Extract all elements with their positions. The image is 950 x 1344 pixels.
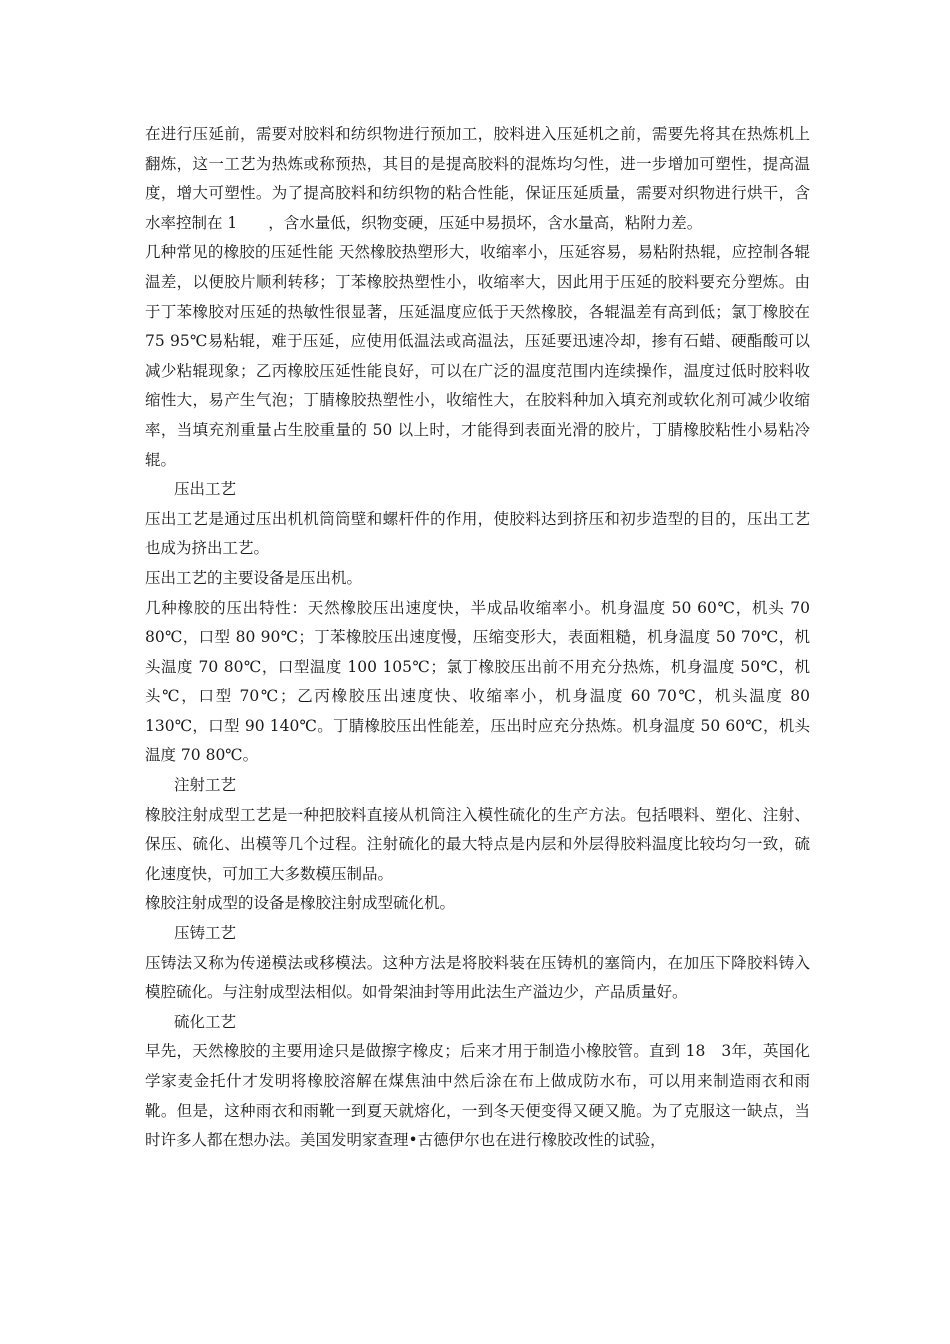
paragraph-calendering-properties: 几种常见的橡胶的压延性能 天然橡胶热塑形大，收缩率小，压延容易，易粘附热辊，应控制各辊温差，以便胶片顺利转移；丁苯橡胶热塑性小，收缩率大，因此用于压延的胶料要充分塑炼。由于丁苯橡胶对压延的热敏性很显著，压延温度应低于天然橡胶，各辊温差有高到低；氯丁橡胶在 75 95℃易粘辊，难于压延，应使用低温法或高温法，压延要迅速冷却，掺有石蜡、硬酯酸可以减少粘辊现象；乙丙橡胶压延性能良好，可以在广泛的温度范围内连续操作，温度过低时胶料收缩性大，易产生气泡；丁腈橡胶热塑性小，收缩性大，在胶料种加入填充剂或软化剂可减少收缩率，当填充剂重量占生胶重量的 50 以上时，才能得到表面光滑的胶片，丁腈橡胶粘性小易粘冷辊。 <box>145 243 810 469</box>
heading-extrusion: 压出工艺 <box>174 480 237 499</box>
paragraph-vulcanization-history: 早先，天然橡胶的主要用途只是做擦字橡皮；后来才用于制造小橡胶管。直到 18 3年，英国化学家麦金托什才发明将橡胶溶解在煤焦油中然后涂在布上做成防水布，可以用来制造雨衣和雨靴。但是，这种雨衣和雨靴一到夏天就熔化，一到冬天便变得又硬又脆。为了克服这一缺点，当时许多人都在想办法。美国发明家查理•古德伊尔也在进行橡胶改性的试验， <box>145 1042 810 1150</box>
heading-injection: 注射工艺 <box>174 776 237 795</box>
paragraph-extrusion-equipment: 压出工艺的主要设备是压出机。 <box>145 568 363 587</box>
paragraph-extrusion-definition: 压出工艺是通过压出机机筒筒壁和螺杆件的作用，使胶料达到挤压和初步造型的目的，压出工艺也成为挤出工艺。 <box>145 509 810 558</box>
document-body <box>145 120 810 1156</box>
paragraph-injection-equipment: 橡胶注射成型的设备是橡胶注射成型硫化机。 <box>145 894 456 913</box>
heading-vulcanization: 硫化工艺 <box>174 1012 237 1031</box>
paragraph-preprocessing: 在进行压延前，需要对胶料和纺织物进行预加工，胶料进入压延机之前，需要先将其在热炼机上翻炼，这一工艺为热炼或称预热，其目的是提高胶料的混炼均匀性，进一步增加可塑性，提高温度，增大可塑性。为了提高胶料和纺织物的粘合性能，保证压延质量，需要对织物进行烘干，含水率控制在 1 ，含水量低，织物变硬，压延中易损坏，含水量高，粘附力差。 <box>145 125 810 232</box>
heading-transfer-molding: 压铸工艺 <box>174 924 237 943</box>
paragraph-transfer-molding: 压铸法又称为传递模法或移模法。这种方法是将胶料装在压铸机的塞筒内，在加压下降胶料铸入模腔硫化。与注射成型法相似。如骨架油封等用此法生产溢边少，产品质量好。 <box>145 953 810 1002</box>
paragraph-injection-definition: 橡胶注射成型工艺是一种把胶料直接从机筒注入模性硫化的生产方法。包括喂料、塑化、注射、保压、硫化、出模等几个过程。注射硫化的最大特点是内层和外层得胶料温度比较均匀一致，硫化速度快，可加工大多数模压制品。 <box>145 805 810 883</box>
paragraph-extrusion-characteristics: 几种橡胶的压出特性：天然橡胶压出速度快，半成品收缩率小。机身温度 50 60℃，机头 70 80℃，口型 80 90℃；丁苯橡胶压出速度慢，压缩变形大，表面粗糙，机身温度 50 70℃，机头温度 70 80℃，口型温度 100 105℃；氯丁橡胶压出前不用充分热炼，机身温度 50℃，机头℃，口型 70℃；乙丙橡胶压出速度快、收缩率小，机身温度 60 70℃，机头温度 80 130℃，口型 90 140℃。丁腈橡胶压出性能差，压出时应充分热炼。机身温度 50 60℃，机头温度 70 80℃。 <box>145 598 810 765</box>
